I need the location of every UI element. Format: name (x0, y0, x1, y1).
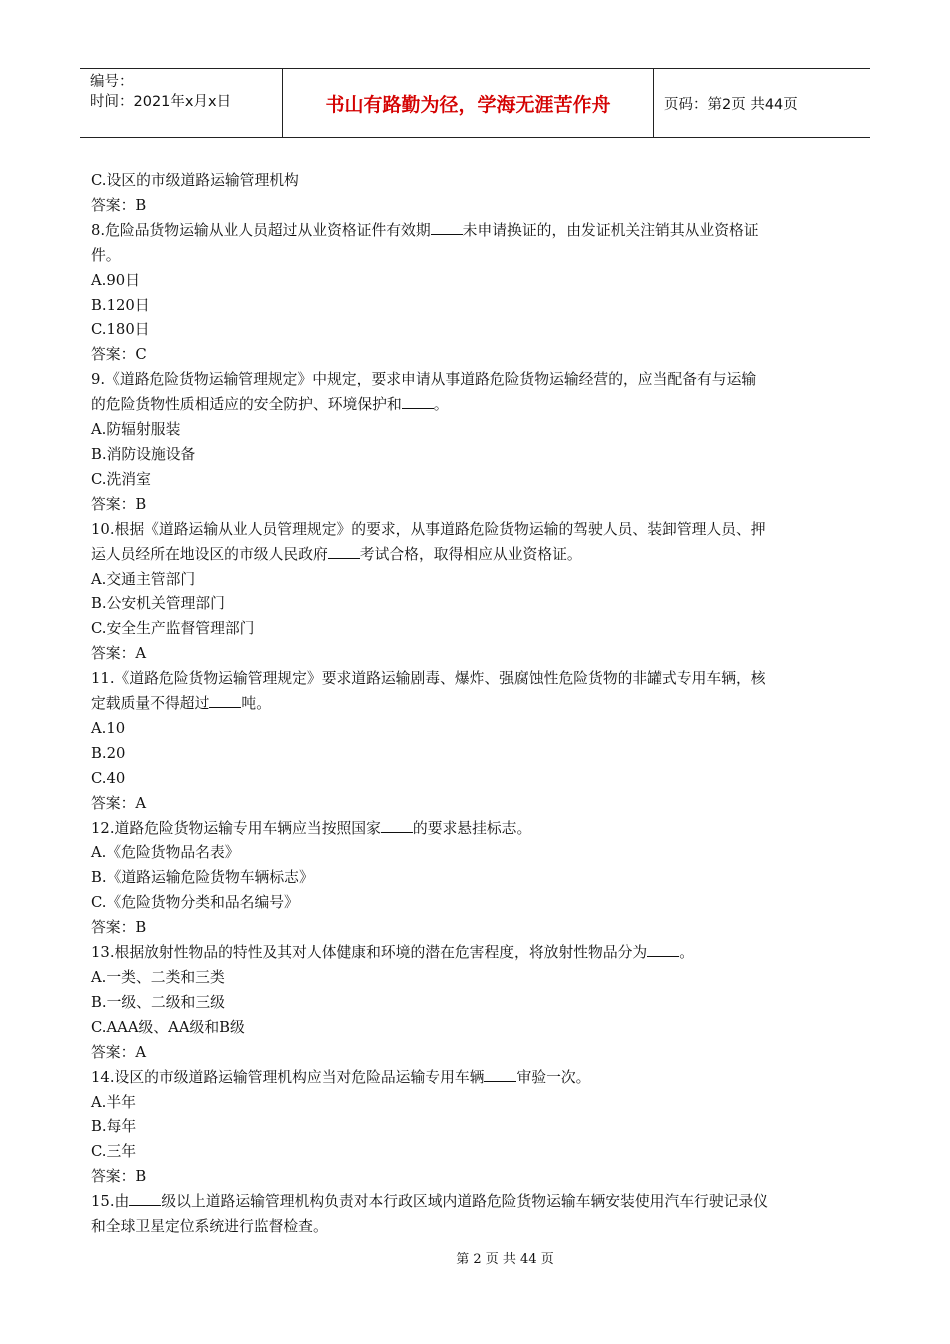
line-text: C.三年 (91, 1143, 137, 1161)
text-line (91, 692, 861, 717)
line-text-after-blank: 的要求悬挂标志。 (412, 819, 532, 837)
text-line (91, 443, 861, 468)
line-text: 的危险货物性质相适应的安全防护、环境保护和 (91, 396, 402, 414)
text-line (91, 518, 861, 543)
line-text: C.安全生产监督管理部门 (91, 620, 255, 638)
line-text: C.40 (91, 769, 126, 787)
text-line (91, 841, 861, 866)
line-text-after-blank: 级以上道路运输管理机构负责对本行政区域内道路危险货物运输车辆安装使用汽车行驶记录仪 (161, 1193, 769, 1211)
line-text: A.《危险货物品名表》 (91, 844, 240, 862)
document-body (91, 169, 861, 1240)
text-line (91, 1016, 861, 1041)
line-text: 9.《道路危险货物运输管理规定》中规定，要求申请从事道路危险货物运输经营的，应当配备有与运输 (91, 371, 757, 389)
text-line (91, 269, 861, 294)
text-line (91, 368, 861, 393)
line-text: B.消防设施设备 (91, 445, 196, 463)
line-text: B.20 (91, 744, 126, 762)
text-line (91, 294, 861, 319)
text-line (91, 891, 861, 916)
text-line (91, 493, 861, 518)
text-line (91, 318, 861, 343)
text-line (91, 592, 861, 617)
header-motto-cell (282, 69, 654, 137)
fill-in-blank (381, 819, 413, 833)
line-text: A.交通主管部门 (91, 570, 196, 588)
text-line (91, 717, 861, 742)
line-text: 答案：B (91, 495, 147, 513)
text-line (91, 966, 861, 991)
line-text: C.《危险货物分类和品名编号》 (91, 894, 299, 912)
line-text: 15.由 (91, 1193, 130, 1211)
header-page-code: 页码：第2页 共44页 (664, 96, 798, 113)
document-time-label: 时间：2021年x月x日 (90, 94, 232, 110)
line-text: A.一类、二类和三类 (91, 969, 225, 986)
line-text-after-blank: 审验一次。 (516, 1068, 591, 1086)
header-page-code-cell (654, 69, 870, 137)
text-line (91, 1190, 861, 1215)
document-number-label: 编号： (90, 74, 134, 90)
text-line (91, 991, 861, 1016)
line-text: C.洗消室 (91, 470, 151, 488)
line-text: 件。 (91, 246, 121, 264)
text-line (91, 1066, 861, 1091)
line-text: 答案：A (91, 1043, 147, 1061)
text-line (91, 244, 861, 269)
text-line (91, 1215, 861, 1240)
line-text: B.《道路运输危险货物车辆标志》 (91, 869, 314, 887)
line-text-after-blank: 。 (433, 396, 449, 414)
text-line (91, 667, 861, 692)
fill-in-blank (209, 694, 241, 708)
line-text: C.设区的市级道路运输管理机构 (91, 172, 299, 189)
line-text-after-blank: 未申请换证的，由发证机关注销其从业资格证 (462, 221, 759, 239)
text-line (91, 468, 861, 493)
line-text: B.每年 (91, 1118, 137, 1136)
line-text: B.120日 (91, 296, 150, 314)
text-line (91, 568, 861, 593)
text-line (91, 194, 861, 219)
page-footer: 第 2 页 共 44 页 (456, 1252, 554, 1267)
text-line (91, 866, 861, 891)
text-line (91, 1140, 861, 1165)
line-text: 答案：B (91, 1168, 147, 1186)
line-text: 和全球卫星定位系统进行监督检查。 (91, 1218, 328, 1236)
text-line (91, 219, 861, 244)
line-text: 答案：A (91, 645, 147, 663)
fill-in-blank (647, 943, 679, 957)
line-text: 12.道路危险货物运输专用车辆应当按照国家 (91, 819, 381, 837)
text-line (91, 617, 861, 642)
line-text: 13.根据放射性物品的特性及其对人体健康和环境的潜在危害程度，将放射性物品分为 (91, 944, 648, 962)
text-line (91, 1091, 861, 1116)
text-line (91, 169, 861, 194)
line-text: A.半年 (91, 1093, 136, 1111)
text-line (91, 742, 861, 767)
fill-in-blank (484, 1068, 516, 1082)
text-line (91, 792, 861, 817)
line-text: A.10 (91, 719, 126, 737)
text-line (91, 1041, 861, 1066)
line-text: 14.设区的市级道路运输管理机构应当对危险品运输专用车辆 (91, 1068, 485, 1086)
fill-in-blank (328, 545, 360, 559)
fill-in-blank (129, 1192, 161, 1206)
text-line (91, 916, 861, 941)
line-text: A.防辐射服装 (91, 421, 181, 439)
line-text: B.一级、二级和三级 (91, 993, 225, 1011)
header-left-cell (80, 69, 282, 137)
line-text: 答案：A (91, 794, 147, 812)
line-text-after-blank: 考试合格，取得相应从业资格证。 (359, 545, 582, 563)
line-text: 11.《道路危险货物运输管理规定》要求道路运输剧毒、爆炸、强腐蚀性危险货物的非罐式专用车辆，核 (91, 670, 766, 688)
line-text: 10.根据《道路运输从业人员管理规定》的要求，从事道路危险货物运输的驾驶人员、装卸管理人员、押 (91, 520, 766, 538)
line-text: 运人员经所在地设区的市级人民政府 (91, 545, 328, 563)
fill-in-blank (431, 221, 463, 235)
header-motto: 书山有路勤为径，学海无涯苦作舟 (325, 93, 611, 116)
line-text: 答案：C (91, 346, 147, 364)
text-line (91, 1165, 861, 1190)
line-text: 答案：B (91, 196, 147, 214)
page-header (80, 68, 870, 138)
text-line (91, 393, 861, 418)
text-line (91, 767, 861, 792)
text-line (91, 543, 861, 568)
line-text: B.公安机关管理部门 (91, 595, 225, 613)
line-text-after-blank: 。 (679, 944, 695, 962)
text-line (91, 941, 861, 966)
line-text: 8.危险品货物运输从业人员超过从业资格证件有效期 (91, 221, 431, 239)
line-text: C.AAA级、AA级和B级 (91, 1018, 245, 1036)
line-text: A.90日 (91, 271, 141, 289)
text-line (91, 1115, 861, 1140)
line-text: C.180日 (91, 321, 150, 339)
text-line (91, 418, 861, 443)
line-text-after-blank: 吨。 (241, 695, 271, 713)
text-line (91, 642, 861, 667)
line-text: 答案：B (91, 919, 147, 937)
fill-in-blank (402, 395, 434, 409)
line-text: 定载质量不得超过 (91, 695, 210, 713)
text-line (91, 343, 861, 368)
text-line (91, 817, 861, 842)
